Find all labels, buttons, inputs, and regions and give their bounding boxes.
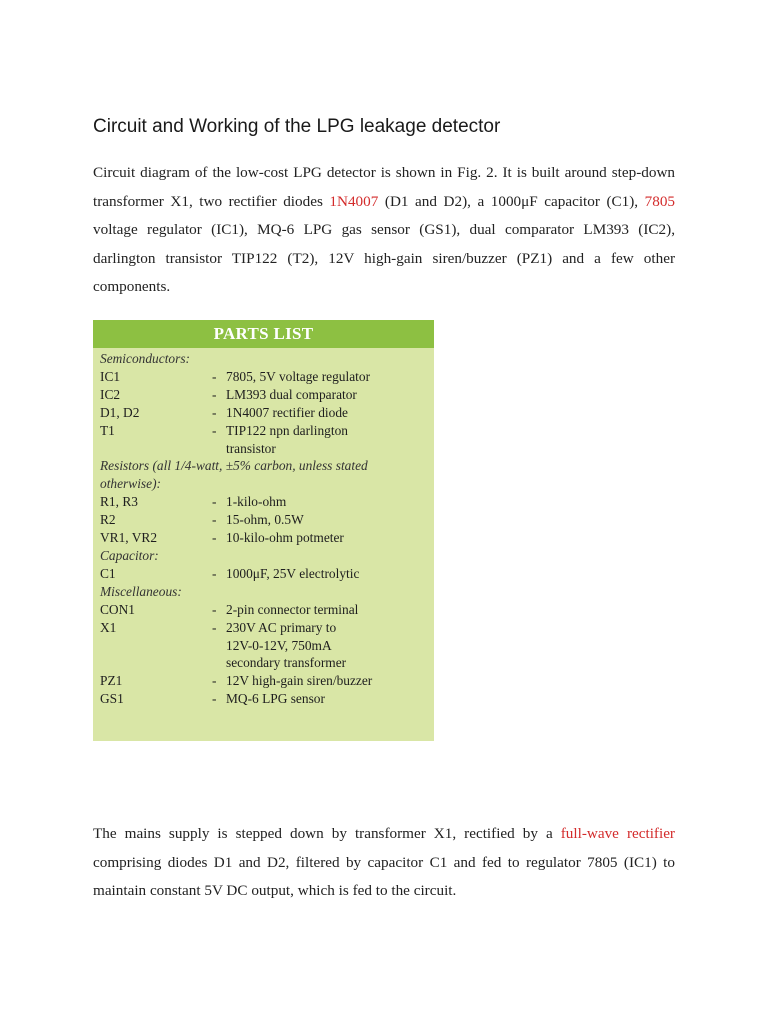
part-ref: VR1, VR2 [100,530,158,546]
part-ref: T1 [100,422,115,438]
supply-text-2: comprising diodes D1 and D2, filtered by capacitor C1 and fed to regulator 7805 (IC1) to maintain constant 5V DC output, which is fed to the circuit. [93,853,675,899]
supply-text-1: The mains supply is stepped down by transformer X1, rectified by a [93,825,561,842]
part-desc: 2-pin connector terminal [226,601,359,617]
part-row [100,511,434,529]
part-desc: LM393 dual comparator [226,386,357,402]
parts-list-title: PARTS LIST [93,320,434,348]
part-desc: 12V-0-12V, 750mA [226,637,332,653]
intro-text-2: (D1 and D2), a 1000μF capacitor (C1), [378,192,645,210]
category-capacitor: Capacitor: [100,547,159,563]
part-dash: - [212,422,217,438]
part-dash: - [212,691,217,707]
intro-text-3: voltage regulator (IC1), MQ-6 LPG gas sensor (GS1), dual comparator LM393 (IC2), darlington transistor TIP122 (T2), 12V high-gain siren/buzzer (PZ1) and a few other components. [93,221,675,295]
part-desc: TIP122 npn darlington [226,422,348,438]
part-row [100,619,434,637]
part-ref: R2 [100,512,116,528]
part-desc: 230V AC primary to [226,619,337,635]
part-desc: 7805, 5V voltage regulator [226,368,371,384]
part-ref: IC2 [100,386,121,402]
part-row [100,368,434,386]
category-resistors-cont: otherwise): [100,476,161,492]
intro-paragraph [93,159,675,302]
part-dash: - [212,368,217,384]
part-dash: - [212,601,217,617]
part-ref: X1 [100,619,117,635]
supply-paragraph [93,820,675,906]
part-row [100,690,434,708]
part-dash: - [212,386,217,402]
part-desc: 1-kilo-ohm [226,494,287,510]
part-dash: - [212,512,217,528]
part-row [100,529,434,547]
part-row-continued [100,440,434,458]
part-row [100,422,434,440]
part-row-continued [100,637,434,655]
part-desc: 1000μF, 25V electrolytic [226,565,360,581]
category-miscellaneous: Miscellaneous: [100,583,182,599]
category-resistors: Resistors (all 1/4-watt, ±5% carbon, unless stated [100,458,368,474]
link-7805[interactable]: 7805 [644,192,675,210]
intro-text-1: Circuit diagram of the low-cost LPG detector is shown in Fig. 2. It is built around step-down transformer X1, two rectifier diodes [93,164,675,210]
part-dash: - [212,673,217,689]
link-full-wave-rectifier[interactable]: full-wave rectifier [560,825,675,842]
link-1n4007[interactable]: 1N4007 [329,192,379,210]
part-row [100,601,434,619]
part-ref: C1 [100,565,116,581]
part-desc: 1N4007 rectifier diode [226,404,348,420]
part-desc: 15-ohm, 0.5W [226,512,304,528]
part-row [100,672,434,690]
part-row [100,386,434,404]
parts-list-image [93,320,434,741]
part-row [100,493,434,511]
part-ref: R1, R3 [100,494,138,510]
part-dash: - [212,494,217,510]
part-dash: - [212,619,217,635]
category-semiconductors: Semiconductors: [100,351,190,366]
part-desc: 10-kilo-ohm potmeter [226,530,344,546]
part-row [100,404,434,422]
part-row [100,565,434,583]
section-heading: Circuit and Working of the LPG leakage detector [93,116,501,137]
part-ref: IC1 [100,368,121,384]
part-row-continued [100,654,434,672]
part-desc: transistor [226,440,276,456]
part-desc: secondary transformer [226,655,347,671]
part-ref: D1, D2 [100,404,140,420]
part-desc: MQ-6 LPG sensor [226,691,325,707]
part-desc: 12V high-gain siren/buzzer [226,673,373,689]
part-dash: - [212,565,217,581]
part-dash: - [212,530,217,546]
parts-list-body [93,348,434,708]
part-ref: GS1 [100,691,124,707]
part-ref: CON1 [100,601,135,617]
part-dash: - [212,404,217,420]
part-ref: PZ1 [100,673,123,689]
